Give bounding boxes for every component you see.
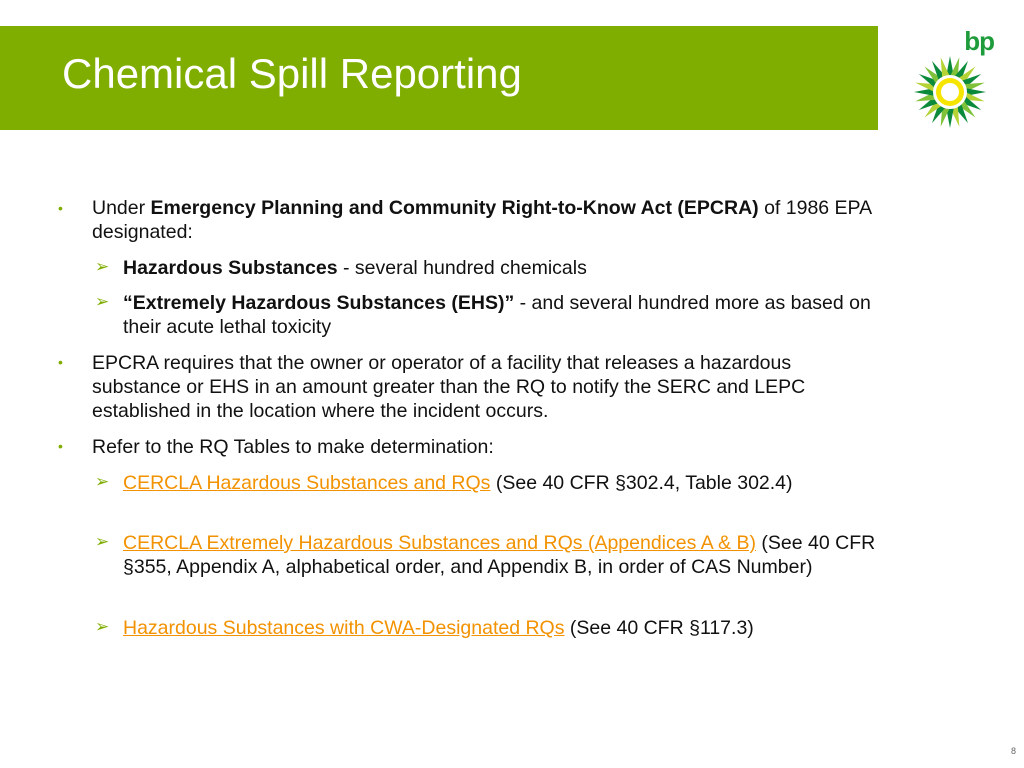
link-cercla-extremely-hazardous-substances[interactable]: CERCLA Extremely Hazardous Substances and RQs (Appendices A & B) bbox=[123, 532, 756, 554]
arrow-bullet-icon: ➢ bbox=[95, 472, 110, 491]
bullet-icon: • bbox=[58, 200, 63, 216]
bullet-epcra-requirement: EPCRA requires that the owner or operator of a facility that releases a hazardous substance or EHS in an amount greater than the RQ to notify the SERC and LEPC established in the location where the incident occurs. bbox=[92, 352, 806, 422]
bullet-icon: • bbox=[58, 354, 63, 370]
bp-logo bbox=[910, 26, 994, 130]
arrow-bullet-icon: ➢ bbox=[95, 257, 110, 276]
arrow-bullet-icon: ➢ bbox=[95, 292, 110, 311]
bullet-epcra: Under Emergency Planning and Community Right-to-Know Act (EPCRA) of 1986 EPA designated: bbox=[92, 197, 872, 243]
link-cwa-designated-rqs[interactable]: Hazardous Substances with CWA-Designated RQs bbox=[123, 617, 565, 639]
subitem-link-cwa: Hazardous Substances with CWA-Designated RQs (See 40 CFR §117.3) bbox=[123, 617, 754, 639]
page-number: 8 bbox=[1010, 746, 1016, 756]
subitem-link-cercla-hs: CERCLA Hazardous Substances and RQs (See 40 CFR §302.4, Table 302.4) bbox=[123, 472, 793, 494]
bp-helios-sun-icon bbox=[912, 54, 988, 130]
bp-logo-text: bp bbox=[964, 26, 994, 56]
bullet-icon: • bbox=[58, 438, 63, 454]
slide-title: Chemical Spill Reporting bbox=[62, 50, 522, 97]
subitem-ehs: “Extremely Hazardous Substances (EHS)” - and several hundred more as based on their acute lethal toxicity bbox=[123, 292, 871, 338]
bullet-rq-tables: Refer to the RQ Tables to make determination: bbox=[92, 436, 494, 458]
subitem-hazardous-substances: Hazardous Substances - several hundred chemicals bbox=[123, 257, 587, 279]
subitem-link-cercla-ehs: CERCLA Extremely Hazardous Substances and RQs (Appendices A & B) (See 40 CFR §355, Appendix A, alphabetical order, and Appendix B, in order of CAS Number) bbox=[123, 532, 876, 578]
arrow-bullet-icon: ➢ bbox=[95, 617, 110, 636]
arrow-bullet-icon: ➢ bbox=[95, 532, 110, 551]
link-cercla-hazardous-substances[interactable]: CERCLA Hazardous Substances and RQs bbox=[123, 472, 491, 494]
epcra-act-name: Emergency Planning and Community Right-to-Know Act (EPCRA) bbox=[150, 197, 759, 219]
